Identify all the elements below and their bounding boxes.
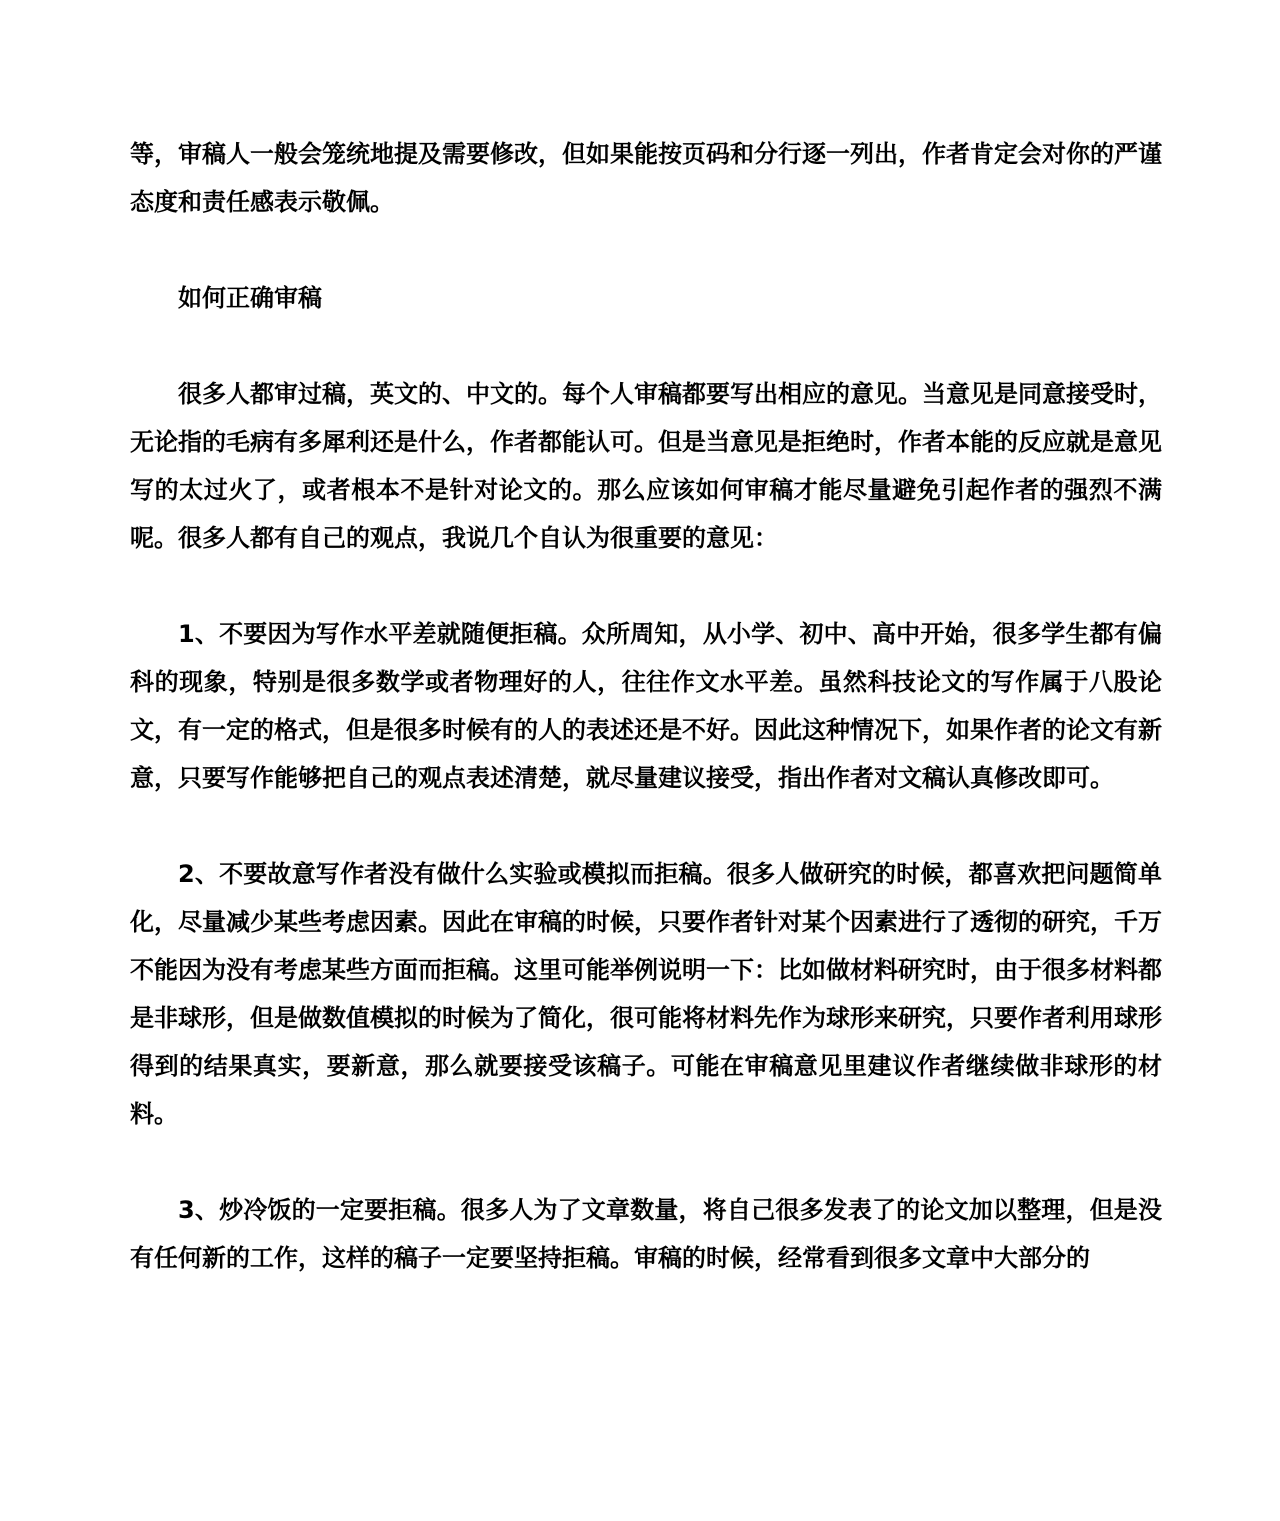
paragraph-point-3: 3、炒冷饭的一定要拒稿。很多人为了文章数量，将自己很多发表了的论文加以整理，但是没有任何新的工作，这样的稿子一定要坚持拒稿。审稿的时候，经常看到很多文章中大部分的 (130, 1196, 1162, 1272)
paragraph-point-2: 2、不要故意写作者没有做什么实验或模拟而拒稿。很多人做研究的时候，都喜欢把问题简单化，尽量减少某些考虑因素。因此在审稿的时候，只要作者针对某个因素进行了透彻的研究，千万不能因为没有考虑某些方面而拒稿。这里可能举例说明一下：比如做材料研究时，由于很多材料都是非球形，但是做数值模拟的时候为了简化，很可能将材料先作为球形来研究，只要作者利用球形得到的结果真实，要新意，那么就要接受该稿子。可能在审稿意见里建议作者继续做非球形的材料。 (130, 860, 1162, 1128)
paragraph-intro: 很多人都审过稿，英文的、中文的。每个人审稿都要写出相应的意见。当意见是同意接受时，无论指的毛病有多犀利还是什么，作者都能认可。但是当意见是拒绝时，作者本能的反应就是意见写的太过火了，或者根本不是针对论文的。那么应该如何审稿才能尽量避免引起作者的强烈不满呢。很多人都有自己的观点，我说几个自认为很重要的意见： (130, 380, 1162, 552)
document-body (130, 130, 1162, 1282)
paragraph-point-1: 1、不要因为写作水平差就随便拒稿。众所周知，从小学、初中、高中开始，很多学生都有偏科的现象，特别是很多数学或者物理好的人，往往作文水平差。虽然科技论文的写作属于八股论文，有一定的格式，但是很多时候有的人的表述还是不好。因此这种情况下，如果作者的论文有新意，只要写作能够把自己的观点表述清楚，就尽量建议接受，指出作者对文稿认真修改即可。 (130, 620, 1162, 792)
section-heading: 如何正确审稿 (178, 284, 322, 312)
paragraph-continued: 等，审稿人一般会笼统地提及需要修改，但如果能按页码和分行逐一列出，作者肯定会对你的严谨态度和责任感表示敬佩。 (130, 140, 1162, 216)
